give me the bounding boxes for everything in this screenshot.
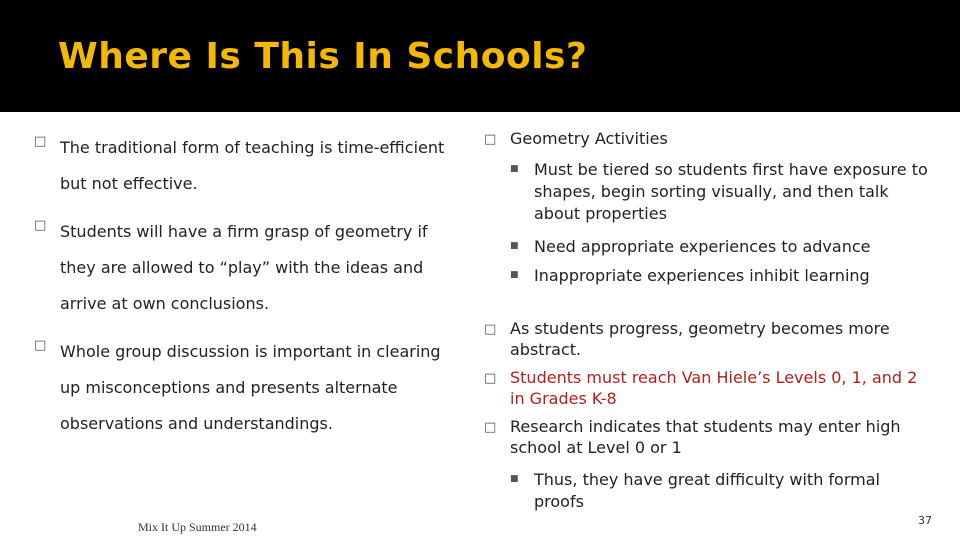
sub-bullet-text: Thus, they have great difficulty with formal proofs xyxy=(534,470,880,511)
square-bullet-icon: □ xyxy=(484,420,497,435)
left-bullet-1 xyxy=(34,130,450,202)
slide-title: Where Is This In Schools? xyxy=(58,36,588,77)
small-square-bullet-icon: ■ xyxy=(510,164,519,174)
small-square-bullet-icon: ■ xyxy=(510,270,519,280)
sub-bullet-text: Need appropriate experiences to advance xyxy=(534,237,871,256)
square-bullet-icon: □ xyxy=(484,322,497,337)
right-bullet-1 xyxy=(484,318,920,360)
title-bar xyxy=(0,0,960,112)
right-bullet-3 xyxy=(484,416,920,458)
sub-bullet-text: Must be tiered so students first have exposure to shapes, begin sorting visually, and then talk about properties xyxy=(534,160,928,223)
geometry-activities-heading: Geometry Activities xyxy=(510,129,668,148)
square-bullet-icon: □ xyxy=(34,218,47,233)
sub-bullet-2 xyxy=(510,236,934,258)
bullet-text-highlight: Students must reach Van Hiele’s Levels 0, 1, and 2 in Grades K-8 xyxy=(510,368,918,408)
square-bullet-icon: □ xyxy=(34,338,47,353)
sub-bullet-3 xyxy=(510,265,934,287)
footer: Mix It Up Summer 2014 xyxy=(138,520,257,534)
small-square-bullet-icon: ■ xyxy=(510,241,519,251)
bullet-text: Research indicates that students may enter high school at Level 0 or 1 xyxy=(510,417,901,457)
bullet-text: Whole group discussion is important in clearing up misconceptions and presents alternate observations and understandings. xyxy=(60,342,441,433)
left-bullet-2 xyxy=(34,214,450,322)
square-bullet-icon: □ xyxy=(484,132,497,147)
bullet-text: Students will have a firm grasp of geometry if they are allowed to “play” with the ideas and arrive at own conclusions. xyxy=(60,222,428,313)
sub-bullet-1 xyxy=(510,159,934,225)
right-heading-bullet xyxy=(484,128,668,149)
left-bullet-3 xyxy=(34,334,450,442)
square-bullet-icon: □ xyxy=(34,134,47,149)
square-bullet-icon: □ xyxy=(484,371,497,386)
page-number: 37 xyxy=(918,514,932,527)
right-bullet-2 xyxy=(484,367,930,409)
small-square-bullet-icon: ■ xyxy=(510,474,519,484)
sub-bullet-4 xyxy=(510,469,904,513)
bullet-text: As students progress, geometry becomes more abstract. xyxy=(510,319,890,359)
sub-bullet-text: Inappropriate experiences inhibit learning xyxy=(534,266,870,285)
bullet-text: The traditional form of teaching is time-efficient but not effective. xyxy=(60,138,445,193)
